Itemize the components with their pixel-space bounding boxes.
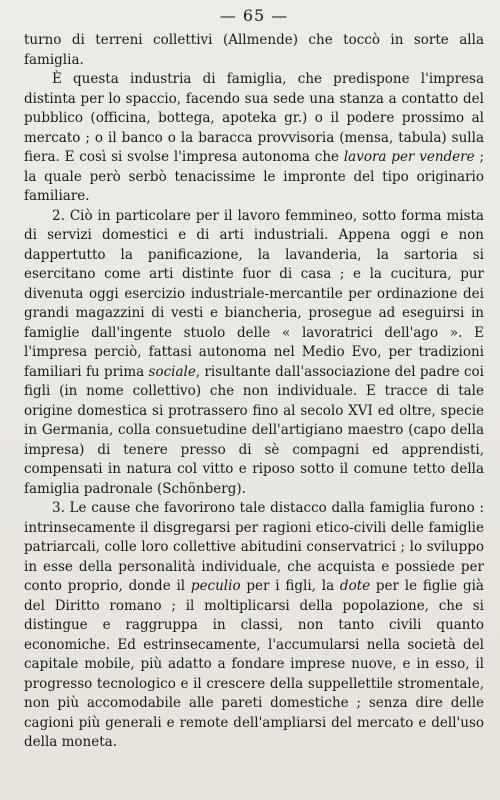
italic-term: dote (339, 578, 371, 594)
italic-term: sociale (148, 363, 196, 380)
text-run: , risultante dall'associazione del padre coi figli (in nome collettivo) che non individuale. E tracce di tale origine domestica si protrassero fino al secolo XVI ed oltre, specie in Germania, colla consuetudine dell'artigiano maestro (capo della impresa) di tenere presso di sè compagni ed apprendisti, compensati in natura col vitto e riposo sotto il comune tetto della famiglia padronale (Schönberg). (24, 363, 484, 497)
text-run: per i figli, la (240, 578, 340, 594)
paragraph (24, 207, 484, 500)
paragraph (24, 31, 484, 70)
text-run: 3. Le cause che favorirono tale distacco dalla famiglia furono : intrinsecamente il disgregarsi per ragioni etico-civili delle famiglie patriarcali, colle loro collettive abitudini conservatrici ; lo sviluppo in esse della personalità individuale, che acquista e possiede per conto proprio, donde il (24, 500, 484, 594)
paragraph (24, 70, 484, 207)
body-text (24, 31, 484, 753)
page-number: — 65 — (219, 6, 289, 25)
italic-term: peculio (190, 578, 241, 594)
italic-term: lavora per vendere (343, 149, 475, 165)
text-run: 2. Ciò in particolare per il lavoro femmineo, sotto forma mista di servizi domestici e di arti industriali. Appena oggi e non dappertutto la panificazione, la lavanderia, la sartoria si esercitano come arti distinte fuor di casa ; e la cucitura, pur divenuta oggi esercizio industriale-mercantile per ordinazione dei grandi magazzini di vesti e biancheria, prosegue ad eseguirsi in famiglie dall'ingente stuolo delle « lavoratrici dell'ago ». E l'impresa perciò, fattasi autonoma nel Medio Evo, per tradizioni familiari fu prima (24, 207, 484, 380)
text-run: turno di terreni collettivi (Allmende) che toccò in sorte alla famiglia. (24, 32, 484, 68)
text-run: È questa industria di famiglia, che predispone l'impresa distinta per lo spaccio, facendo sua sede una stanza a contatto del pubblico (officina, bottega, apoteka gr.) o il podere prossimo al mercato ; o il banco o la baracca provvisoria (mensa, tabula) sulla fiera. E così si svolse l'impresa autonoma che (24, 71, 484, 165)
paragraph (24, 499, 484, 753)
text-run: ; la quale però serbò tenacissime le impronte del tipo originario familiare. (24, 149, 484, 204)
text-run: per le figlie già del Diritto romano ; il moltiplicarsi della popolazione, che si distingue e raggruppa in classi, non tanto civili quanto economiche. Ed estrinsecamente, l'accumularsi nella società del capitale mobile, più adatto a fondare imprese nuove, e in esso, il progresso tecnologico e il crescere della suppellettile stromentale, non più accomodabile alle pareti domestiche ; senza dire delle cagioni più generali e remote dell'ampliarsi del mercato e dell'uso della moneta. (24, 578, 484, 750)
